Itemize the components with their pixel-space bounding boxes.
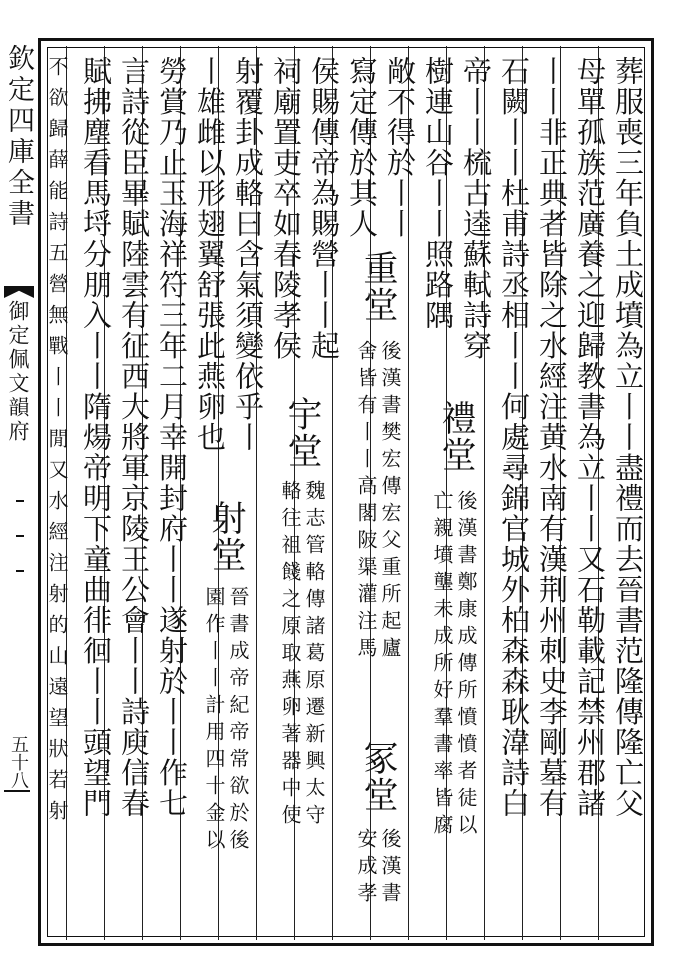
text-column-7: 敞不得於丨丨	[383, 56, 417, 239]
li-tang-citation: 後漢書鄭康成傳所憤憤者徒以	[454, 490, 478, 841]
text-column-15: 賦拂塵看馬埒分朋入丨丨隋煬帝明下童曲徘徊丨丨頭望門	[79, 56, 113, 819]
yu-tang-citation: 魏志管輅傳諸葛原遷新興太守	[302, 480, 326, 831]
jia-tang-citation: 後漢書	[378, 828, 402, 909]
page-number-line	[4, 790, 30, 792]
li-tang-note: 亡親墳壟未成所好羣書率皆腐	[430, 490, 454, 841]
headword-she-tang: 射堂	[206, 500, 246, 573]
text-column-4: 石闕丨丨杜甫詩丞相丨丨何處尋錦官城外柏森森耿湋詩白	[497, 56, 531, 819]
page-number: 五十八	[8, 735, 29, 789]
fish-tail-mark-icon	[4, 286, 34, 298]
headword-zhong-tang: 重堂	[358, 250, 398, 323]
headword-jia-tang: 冢堂	[358, 740, 398, 813]
zhong-tang-citation: 後漢書樊宏傳宏父重所起廬	[378, 340, 402, 664]
book-title: 御定佩文韻府	[6, 300, 30, 444]
yu-tang-note: 輅往祖餞之原取燕卵著器中使	[278, 480, 302, 831]
headword-yu-tang: 宇堂	[282, 396, 322, 469]
headword-li-tang: 禮堂	[436, 400, 476, 473]
text-column-12: 丨雄雌以形翅翼舒張此燕卵也	[193, 56, 227, 453]
text-column-3: 丨丨非正典者皆除之水經注黄水南有漢荆州刺史李剛墓有	[535, 56, 569, 819]
text-column-1: 葬服喪三年負土成墳為立丨丨盡禮而去晉書范隆傳隆亡父	[611, 56, 645, 819]
text-column-14: 言詩從臣畢賦陸雲有征西大將軍京陵王公會丨丨詩庾信春	[117, 56, 151, 819]
column-5-text: 帝丨丨梳古逵蘇軾詩穿	[459, 56, 493, 361]
margin-dash-1	[16, 500, 24, 502]
text-column-8: 寫定傳於其人	[345, 56, 379, 239]
text-column-13: 勞賞乃止玉海祥符三年二月幸開封府丨丨遂射於丨丨作七	[155, 56, 189, 819]
she-tang-note: 園作丨丨計用四十金以	[202, 586, 226, 856]
zhong-tang-note: 舍皆有丨丨高閣陂渠灌注馬	[354, 340, 378, 664]
text-column-11: 射覆卦成輅曰含氣須變依乎丨	[231, 56, 265, 453]
column-6-text: 樹連山谷丨丨照路隅	[421, 56, 455, 331]
margin-dash-3	[16, 570, 24, 572]
text-column-16: 不欲歸薛能詩五營無戰丨丨閒又水經注射的山遠望狀若射	[45, 56, 69, 831]
text-column-10: 祠廟置吏卒如春陵孝侯	[269, 56, 303, 361]
margin-dash-2	[16, 535, 24, 537]
text-column-2: 母單孤族范廣養之迎歸教書為立丨丨又石勒載記禁州郡諸	[573, 56, 607, 819]
jia-tang-note: 安成孝	[354, 828, 378, 909]
she-tang-citation: 晉書成帝紀帝常欲於後	[226, 586, 250, 856]
text-column-9: 侯賜傳帝為賜營丨丨起	[307, 56, 341, 361]
collection-title: 欽定四庫全書	[3, 44, 34, 230]
